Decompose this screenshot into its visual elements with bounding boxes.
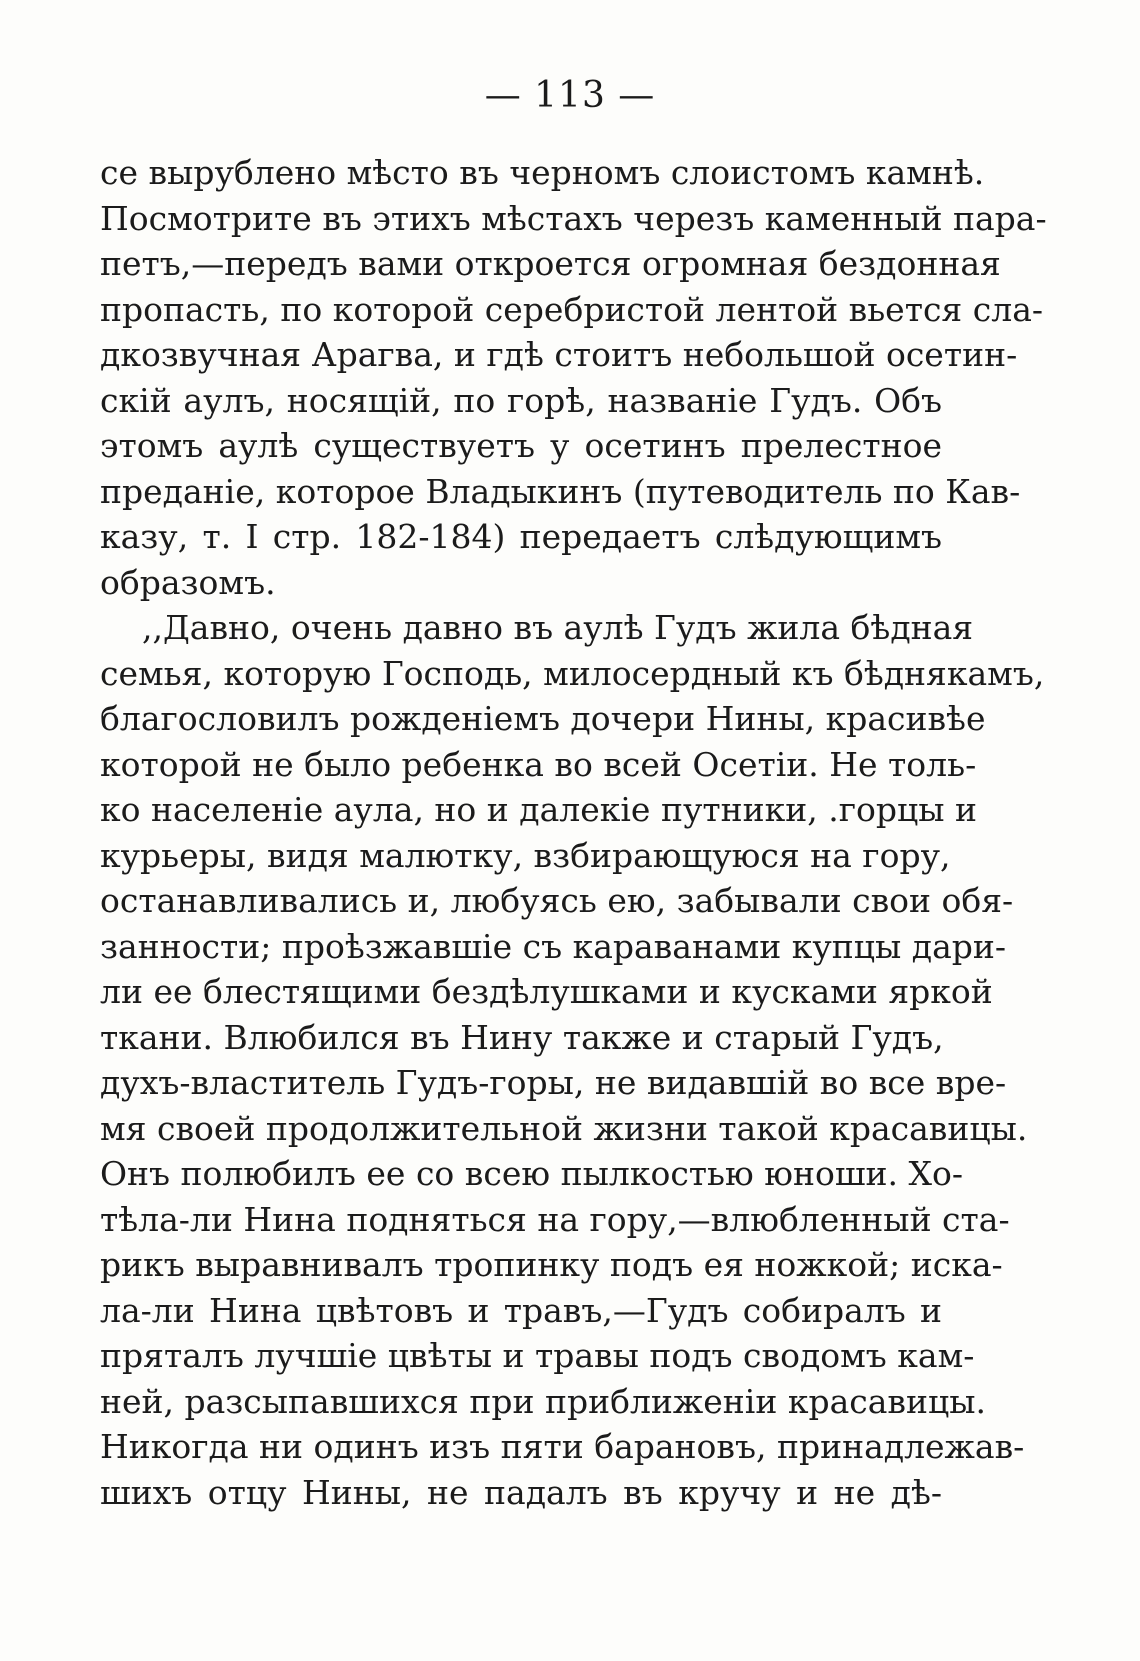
text-line: пропасть, по которой серебристой лентой вьется сла- xyxy=(100,289,1044,329)
paragraph-start-line: ,,Давно, очень давно въ аулѣ Гудъ жила бѣдная xyxy=(142,608,974,647)
text-line: ней, разсыпавшихся при приближеніи красавицы. xyxy=(100,1381,986,1421)
text-line: этомъ аулѣ существуетъ у осетинъ прелестное xyxy=(100,426,942,465)
body-text xyxy=(100,150,1047,1515)
text-line: шихъ отцу Нины, не падалъ въ кручу и не дѣ- xyxy=(100,1472,942,1512)
text-line: Никогда ни одинъ изъ пяти барановъ, принадлежав- xyxy=(100,1427,1025,1466)
text-line: тѣла-ли Нина подняться на гору,—влюбленный ста- xyxy=(100,1199,1010,1239)
text-line: петъ,—передъ вами откроется огромная бездонная xyxy=(100,244,1001,283)
text-line: духъ-властитель Гудъ-горы, не видавшій во все вре- xyxy=(100,1063,1007,1102)
text-line: се вырублено мѣсто въ черномъ слоистомъ камнѣ. xyxy=(100,153,985,192)
text-line: казу, т. I стр. 182-184) передаетъ слѣдующимъ xyxy=(100,517,942,556)
text-line: образомъ. xyxy=(100,562,276,602)
text-line: благословилъ рожденіемъ дочери Нины, красивѣе xyxy=(100,699,986,738)
text-line: ли ее блестящими бездѣлушками и кусками яркой xyxy=(100,972,993,1011)
text-line: останавливались и, любуясь ею, забывали свои обя- xyxy=(100,881,1014,920)
text-line: Посмотрите въ этихъ мѣстахъ черезъ каменный пара- xyxy=(100,198,1047,238)
text-line: пряталъ лучшіе цвѣты и травы подъ сводомъ кам- xyxy=(100,1336,975,1375)
text-line: рикъ выравнивалъ тропинку подъ ея ножкой; иска- xyxy=(100,1245,1003,1284)
text-line: курьеры, видя малютку, взбирающуюся на гору, xyxy=(100,835,951,875)
text-line: дкозвучная Арагва, и гдѣ стоитъ небольшой осетин- xyxy=(100,335,1018,374)
text-line: мя своей продолжительной жизни такой красавицы. xyxy=(100,1108,1028,1148)
text-line: семья, которую Господь, милосердный къ бѣднякамъ, xyxy=(100,653,1045,693)
text-line: преданіе, которое Владыкинъ (путеводитель по Кав- xyxy=(100,471,1021,511)
page-number: — 113 — xyxy=(484,75,656,116)
text-line: которой не было ребенка во всей Осетіи. Не толь- xyxy=(100,744,977,784)
text-line: ткани. Влюбился въ Нину также и старый Гудъ, xyxy=(100,1017,944,1057)
text-line: ко населеніе аула, но и далекіе путники, .горцы и xyxy=(100,790,977,829)
text-line: скій аулъ, носящій, по горѣ, названіе Гудъ. Объ xyxy=(100,380,942,420)
text-line: ла-ли Нина цвѣтовъ и травъ,—Гудъ собиралъ и xyxy=(100,1290,942,1330)
text-line: занности; проѣзжавшіе съ караванами купцы дари- xyxy=(100,926,1007,966)
text-line: Онъ полюбилъ ее со всею пылкостью юноши. Хо- xyxy=(100,1154,963,1193)
